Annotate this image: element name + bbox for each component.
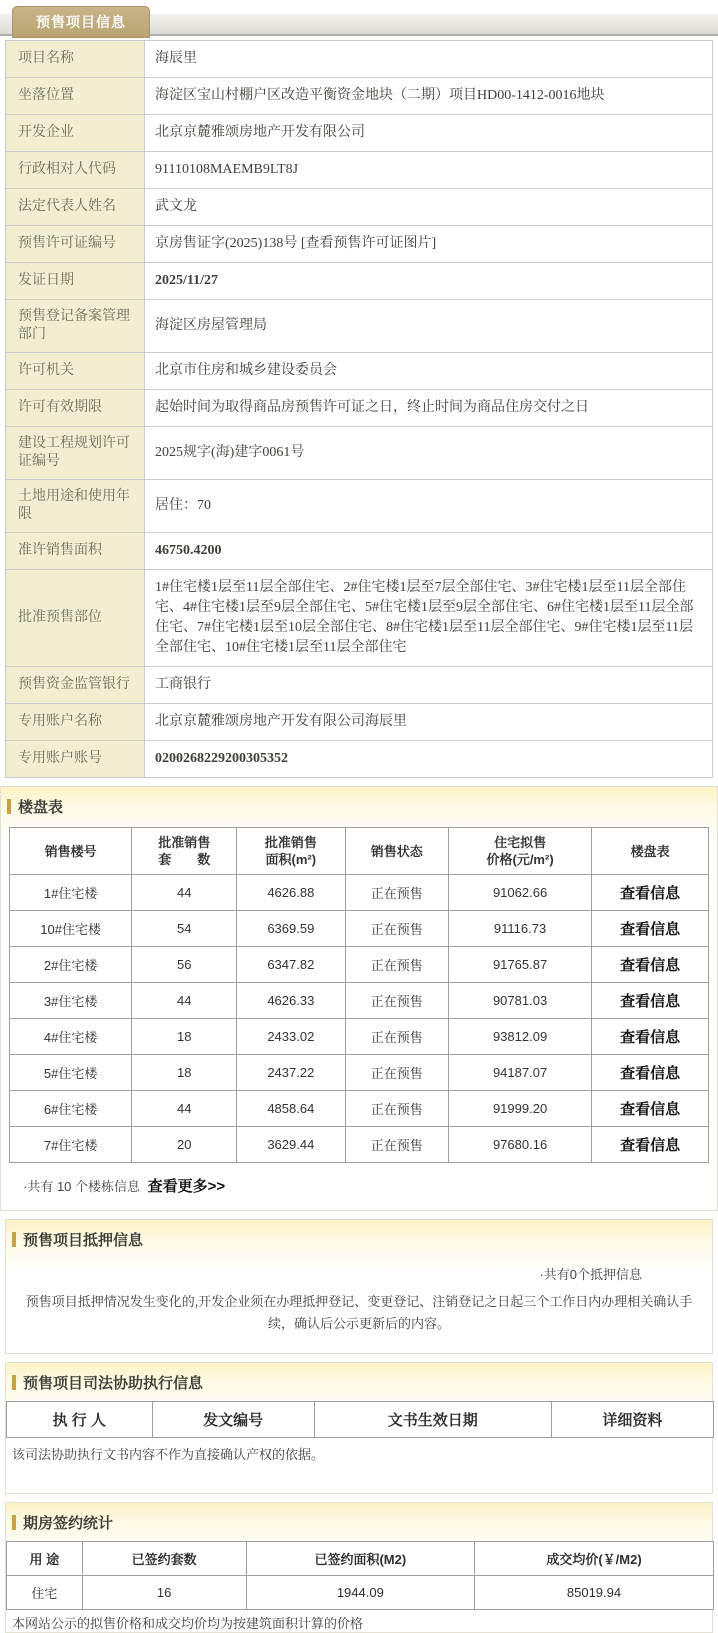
judicial-table [6,1401,714,1438]
header-tab-bar [0,0,718,38]
stats-section-header [6,1503,712,1539]
info-row [6,78,713,115]
info-row-value: 起始时间为取得商品房预售许可证之日，终止时间为商品住房交付之日 [145,390,713,427]
building-cell: 20 [132,1127,237,1163]
building-cell: 4626.33 [237,983,345,1019]
info-row [6,353,713,390]
building-section-header [1,787,717,823]
info-row-value: 2025/11/27 [145,263,713,300]
tab-title: 预售项目信息 [36,14,126,30]
building-col-header: 批准销售 套 数 [132,828,237,875]
gold-bar-icon [7,799,11,814]
info-row-label: 专用账户账号 [6,741,145,778]
building-cell: 3629.44 [237,1127,345,1163]
building-cell: 18 [132,1055,237,1091]
view-building-info-link[interactable]: 查看信息 [620,957,681,974]
building-col-header: 销售楼号 [10,828,132,875]
building-table-section [0,786,718,1211]
building-col-header: 批准销售 面积(m²) [237,828,345,875]
info-row [6,570,713,667]
gold-bar-icon [12,1232,16,1247]
info-row-value: 北京市住房和城乡建设委员会 [145,353,713,390]
judicial-section-header [6,1363,712,1399]
info-row-value: 武文龙 [145,189,713,226]
stats-row [7,1576,714,1610]
building-cell: 2437.22 [237,1055,345,1091]
mortgage-note: 预售项目抵押情况发生变化的,开发企业须在办理抵押登记、变更登记、注销登记之日起三个工作日内办理相关确认手续，确认后公示更新后的内容。 [25,1294,693,1331]
stats-cell: 住宅 [7,1576,83,1610]
info-row-value: 北京京麓雅颂房地产开发有限公司海辰里 [145,704,713,741]
view-building-info-link[interactable]: 查看信息 [620,993,681,1010]
building-cell: 正在预售 [345,1055,448,1091]
building-cell: 1#住宅楼 [10,875,132,911]
info-row [6,226,713,263]
info-row [6,41,713,78]
building-cell: 正在预售 [345,911,448,947]
building-cell-link [592,1091,709,1127]
building-cell: 97680.16 [448,1127,591,1163]
info-row [6,189,713,226]
info-row-label: 预售许可证编号 [6,226,145,263]
building-cell: 正在预售 [345,983,448,1019]
building-cell: 正在预售 [345,947,448,983]
info-row [6,390,713,427]
info-row-label: 法定代表人姓名 [6,189,145,226]
building-cell: 正在预售 [345,1019,448,1055]
mortgage-section [5,1219,713,1354]
info-row-label: 准许销售面积 [6,533,145,570]
mortgage-section-header [6,1220,712,1256]
building-row [10,983,709,1019]
building-cell: 91999.20 [448,1091,591,1127]
building-cell-link [592,911,709,947]
building-col-header: 楼盘表 [592,828,709,875]
info-row-label: 土地用途和使用年限 [6,480,145,533]
info-row-label: 批准预售部位 [6,570,145,667]
building-cell: 90781.03 [448,983,591,1019]
building-row [10,875,709,911]
stats-cell: 16 [82,1576,246,1610]
judicial-section-title: 预售项目司法协助执行信息 [23,1375,204,1392]
building-cell-link [592,1127,709,1163]
info-row-label: 专用账户名称 [6,704,145,741]
building-section-title: 楼盘表 [18,799,64,816]
building-cell: 44 [132,983,237,1019]
info-row [6,300,713,353]
view-building-info-link[interactable]: 查看信息 [620,1065,681,1082]
building-cell: 2433.02 [237,1019,345,1055]
info-row [6,480,713,533]
building-cell: 6#住宅楼 [10,1091,132,1127]
mortgage-count: ·共有0个抵押信息 [539,1267,642,1282]
info-row-value: 北京京麓雅颂房地产开发有限公司 [145,115,713,152]
building-cell: 18 [132,1019,237,1055]
view-presale-permit-image-link[interactable]: [查看预售许可证图片] [300,236,437,251]
building-cell-link [592,1019,709,1055]
info-row-label: 许可机关 [6,353,145,390]
building-cell: 6369.59 [237,911,345,947]
building-row [10,911,709,947]
info-row-label: 项目名称 [6,41,145,78]
building-cell-link [592,947,709,983]
building-cell: 54 [132,911,237,947]
judicial-note: 该司法协助执行文书内容不作为直接确认产权的依据。 [6,1438,712,1493]
stats-col-header: 用 途 [7,1542,83,1576]
info-row-value: 海淀区房屋管理局 [145,300,713,353]
judicial-col-header: 文书生效日期 [314,1402,551,1438]
view-building-info-link[interactable]: 查看信息 [620,1137,681,1154]
info-row [6,533,713,570]
tab-presale-project-info[interactable] [12,6,150,38]
building-cell: 正在预售 [345,1127,448,1163]
stats-cell: 1944.09 [246,1576,474,1610]
building-cell: 7#住宅楼 [10,1127,132,1163]
building-cell: 91765.87 [448,947,591,983]
building-cell: 6347.82 [237,947,345,983]
building-count-text: ·共有 10 个楼栋信息 [23,1179,141,1194]
info-row-label: 预售登记备案管理部门 [6,300,145,353]
info-row-value: 2025规字(海)建字0061号 [145,427,713,480]
info-row [6,667,713,704]
building-cell: 94187.07 [448,1055,591,1091]
info-row [6,704,713,741]
info-row [6,263,713,300]
info-row-value: 居住：70 [145,480,713,533]
view-building-info-link[interactable]: 查看信息 [620,1029,681,1046]
building-row [10,947,709,983]
judicial-col-header: 执 行 人 [7,1402,153,1438]
judicial-section [5,1362,713,1494]
building-row [10,1055,709,1091]
building-row [10,1127,709,1163]
building-cell-link [592,875,709,911]
building-col-header: 住宅拟售 价格(元/m²) [448,828,591,875]
info-row-label: 建设工程规划许可证编号 [6,427,145,480]
info-row-value: 46750.4200 [145,533,713,570]
building-cell: 4858.64 [237,1091,345,1127]
building-cell: 10#住宅楼 [10,911,132,947]
info-row-label: 坐落位置 [6,78,145,115]
building-cell: 91116.73 [448,911,591,947]
gold-bar-icon [12,1375,16,1390]
building-cell: 5#住宅楼 [10,1055,132,1091]
info-row-value: 海辰里 [145,41,713,78]
info-row [6,152,713,189]
building-cell: 4#住宅楼 [10,1019,132,1055]
info-row-label: 许可有效期限 [6,390,145,427]
building-cell: 91062.66 [448,875,591,911]
stats-section [5,1502,713,1633]
building-summary [1,1163,717,1210]
view-more-link[interactable]: 查看更多>> [147,1178,226,1195]
stats-section-title: 期房签约统计 [23,1515,114,1532]
stats-col-header: 成交均价(￥/M2) [475,1542,714,1576]
info-row-value: 91110108MAEMB9LT8J [145,152,713,189]
info-row [6,427,713,480]
stats-table [6,1541,714,1610]
building-cell: 56 [132,947,237,983]
building-cell: 3#住宅楼 [10,983,132,1019]
building-cell: 2#住宅楼 [10,947,132,983]
info-row-value: 京房售证字(2025)138号 [查看预售许可证图片] [145,226,713,263]
judicial-col-header: 详细资料 [551,1402,713,1438]
building-table [9,827,709,1163]
building-cell: 正在预售 [345,1091,448,1127]
stats-cell: 85019.94 [475,1576,714,1610]
stats-footer-note: 本网站公示的拟售价格和成交均价均为按建筑面积计算的价格 [6,1610,712,1632]
view-building-info-link[interactable]: 查看信息 [620,921,681,938]
info-row-label: 行政相对人代码 [6,152,145,189]
info-row [6,115,713,152]
info-row-value: 1#住宅楼1层至11层全部住宅、2#住宅楼1层至7层全部住宅、3#住宅楼1层至11层全部住宅、4#住宅楼1层至9层全部住宅、5#住宅楼1层至9层全部住宅、6#住宅楼1层至11层全部住宅、7#住宅楼1层至10层全部住宅、8#住宅楼1层至11层全部住宅、9#住宅楼1层至11层全部住宅、10#住宅楼1层至11层全部住宅 [145,570,713,667]
building-row [10,1019,709,1055]
info-row-value: 工商银行 [145,667,713,704]
stats-col-header: 已签约面积(M2) [246,1542,474,1576]
info-row-label: 发证日期 [6,263,145,300]
building-cell: 44 [132,875,237,911]
judicial-col-header: 发文编号 [152,1402,314,1438]
view-building-info-link[interactable]: 查看信息 [620,1101,681,1118]
info-row-value: 0200268229200305352 [145,741,713,778]
info-row-value: 海淀区宝山村棚户区改造平衡资金地块（二期）项目HD00-1412-0016地块 [145,78,713,115]
building-cell: 正在预售 [345,875,448,911]
info-row-label: 开发企业 [6,115,145,152]
building-row [10,1091,709,1127]
gold-bar-icon [12,1515,16,1530]
stats-col-header: 已签约套数 [82,1542,246,1576]
building-cell-link [592,1055,709,1091]
building-col-header: 销售状态 [345,828,448,875]
mortgage-section-title: 预售项目抵押信息 [23,1232,144,1249]
info-row [6,741,713,778]
info-row-label: 预售资金监管银行 [6,667,145,704]
view-building-info-link[interactable]: 查看信息 [620,885,681,902]
building-cell-link [592,983,709,1019]
building-cell: 4626.88 [237,875,345,911]
project-info-table [5,40,713,778]
building-cell: 93812.09 [448,1019,591,1055]
building-cell: 44 [132,1091,237,1127]
